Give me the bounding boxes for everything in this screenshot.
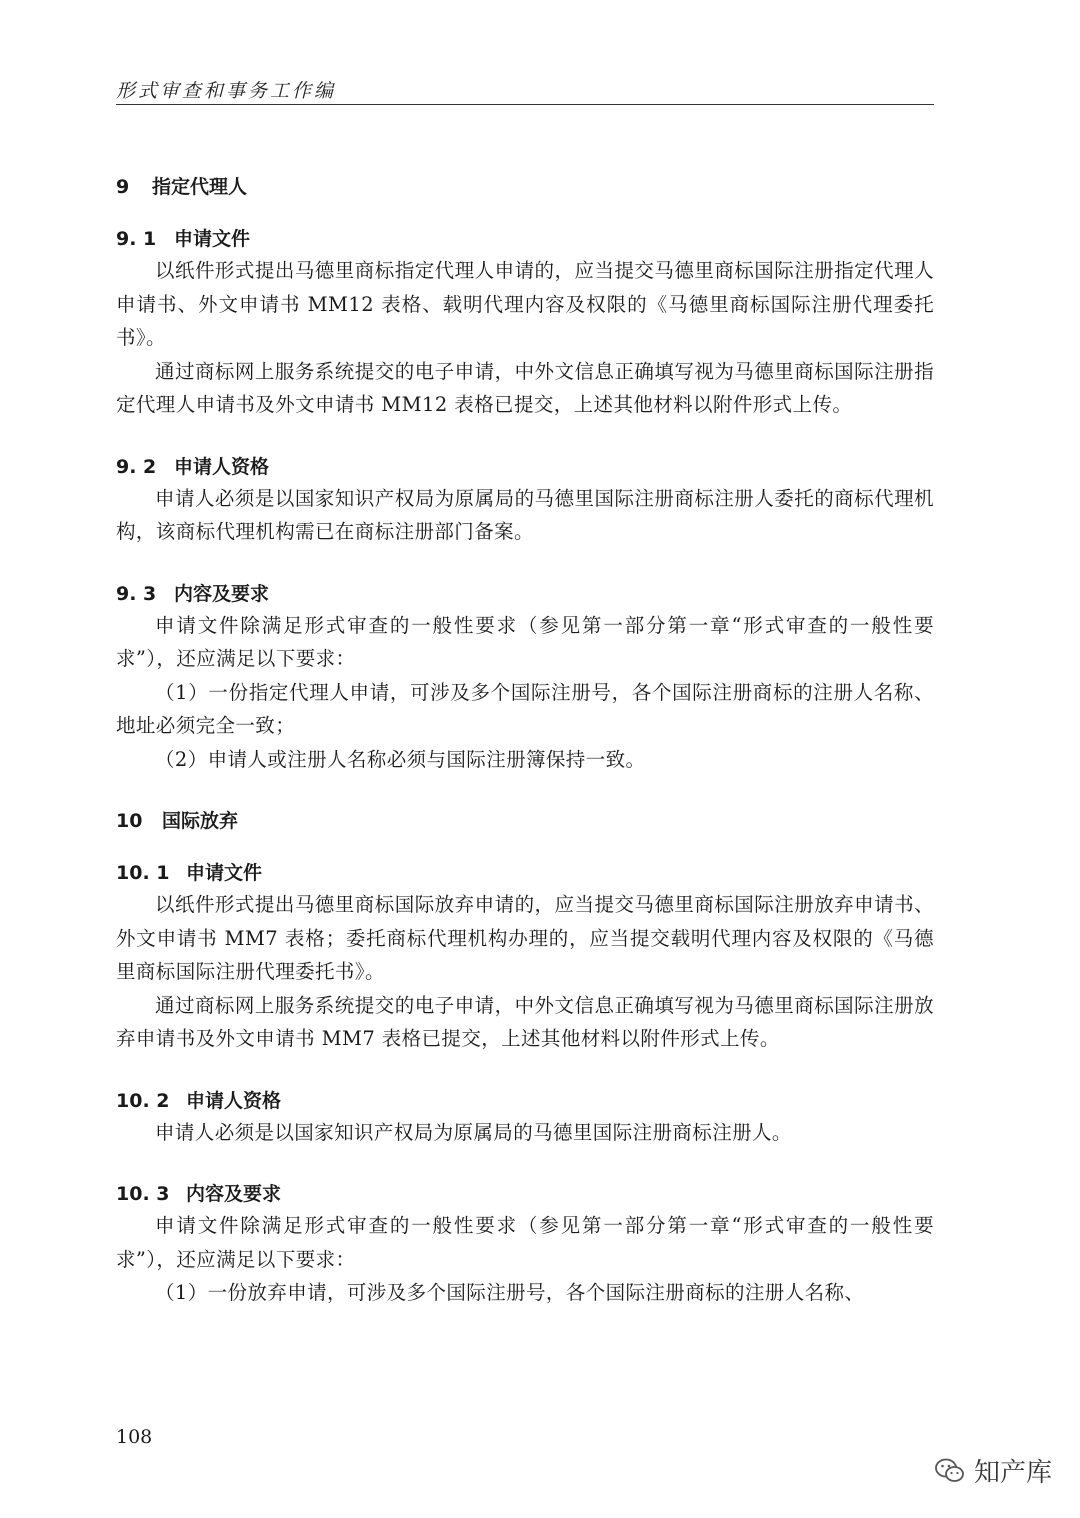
subsection-heading-9-2 (116, 452, 934, 482)
list-item: （2）申请人或注册人名称必须与国际注册簿保持一致。 (155, 747, 646, 771)
paragraph: 申请文件除满足形式审查的一般性要求（参见第一部分第一章“形式审查的一般性要求”），还应满足以下要求： (116, 1214, 934, 1271)
subsection-title: 申请文件 (186, 862, 263, 884)
paragraph: 以纸件形式提出马德里商标指定代理人申请的，应当提交马德里商标国际注册指定代理人申请书、外文申请书 MM12 表格、载明代理内容及权限的《马德里商标国际注册代理委托书》。 (116, 259, 934, 349)
section-heading-10 (116, 806, 934, 836)
subsection-heading-9-1 (116, 224, 934, 254)
paragraph: 申请人必须是以国家知识产权局为原属局的马德里国际注册商标注册人委托的商标代理机构，该商标代理机构需已在商标注册部门备案。 (116, 486, 934, 543)
paragraph: 申请人必须是以国家知识产权局为原属局的马德里国际注册商标注册人。 (155, 1120, 792, 1144)
watermark-text: 知产库 (974, 1458, 1053, 1488)
paragraph: 申请文件除满足形式审查的一般性要求（参见第一部分第一章“形式审查的一般性要求”），还应满足以下要求： (116, 613, 934, 670)
subsection-title: 申请人资格 (174, 455, 270, 478)
wechat-icon (934, 1457, 966, 1485)
list-item: （1）一份指定代理人申请，可涉及多个国际注册号，各个国际注册商标的注册人名称、地址必须完全一致； (116, 680, 934, 737)
subsection-title: 内容及要求 (174, 582, 270, 605)
paragraph: 通过商标网上服务系统提交的电子申请，中外文信息正确填写视为马德里商标国际注册指定代理人申请书及外文申请书 MM12 表格已提交，上述其他材料以附件形式上传。 (116, 359, 934, 416)
subsection-title: 申请人资格 (186, 1089, 282, 1112)
running-header: 形式审查和事务工作编 (116, 80, 337, 102)
subsection-number: 9. 3 (116, 582, 157, 605)
subsection-number: 10. 1 (116, 862, 170, 884)
subsection-number: 9. 1 (116, 228, 157, 250)
subsection-heading-10-1 (116, 858, 934, 888)
watermark (934, 1452, 1052, 1489)
subsection-heading-9-3 (116, 579, 934, 609)
page-number: 108 (116, 1426, 153, 1448)
subsection-title: 申请文件 (174, 228, 251, 250)
subsection-heading-10-2 (116, 1086, 934, 1116)
subsection-number: 10. 3 (116, 1183, 170, 1205)
subsection-number: 9. 2 (116, 455, 157, 478)
list-item: （1）一份放弃申请，可涉及多个国际注册号，各个国际注册商标的注册人名称、 (155, 1281, 865, 1304)
section-number: 10 (116, 810, 143, 832)
section-title: 国际放弃 (162, 810, 239, 832)
subsection-number: 10. 2 (116, 1089, 170, 1112)
section-title: 指定代理人 (152, 176, 248, 198)
subsection-heading-10-3 (116, 1179, 934, 1209)
section-number: 9 (116, 176, 130, 198)
subsection-title: 内容及要求 (186, 1183, 282, 1205)
paragraph: 通过商标网上服务系统提交的电子申请，中外文信息正确填写视为马德里商标国际注册放弃申请书及外文申请书 MM7 表格已提交，上述其他材料以附件形式上传。 (116, 993, 934, 1050)
section-heading-9 (116, 172, 934, 202)
paragraph: 以纸件形式提出马德里商标国际放弃申请的，应当提交马德里商标国际注册放弃申请书、外文申请书 MM7 表格；委托商标代理机构办理的，应当提交载明代理内容及权限的《马德里商标国际注册代理委托书》。 (116, 893, 934, 983)
page-body (116, 172, 934, 1310)
header-rule (116, 104, 934, 105)
